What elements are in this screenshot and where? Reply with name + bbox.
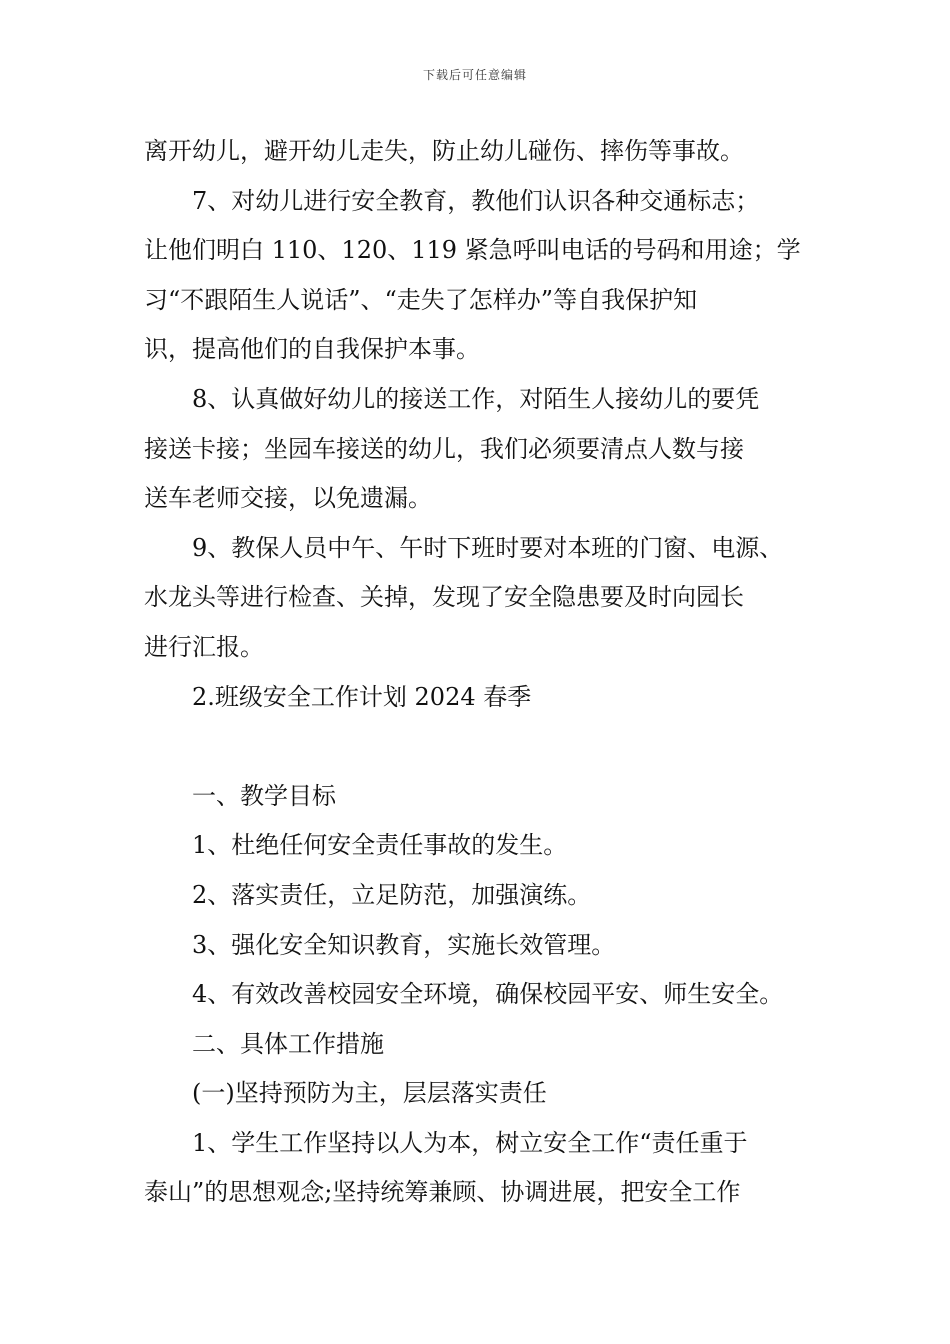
blank-line: [144, 722, 810, 772]
text-line: 让他们明白 110、120、119 紧急呼叫电话的号码和用途；学: [144, 236, 801, 265]
text-line: 习“不跟陌生人说话”、“走失了怎样办”等自我保护知: [144, 285, 698, 314]
text-line: 识，提高他们的自我保护本事。: [144, 335, 480, 364]
text-line: 3、强化安全知识教育，实施长效管理。: [192, 930, 616, 959]
text-line: 接送卡接；坐园车接送的幼儿，我们必须要清点人数与接: [144, 434, 744, 463]
text-line: 送车老师交接，以免遗漏。: [144, 484, 432, 513]
text-line: 4、有效改善校园安全环境，确保校园平安、师生安全。: [192, 980, 784, 1009]
text-line: 水龙头等进行检查、关掉，发现了安全隐患要及时向园长: [144, 583, 744, 612]
text-line: 离开幼儿，避开幼儿走失，防止幼儿碰伤、摔伤等事故。: [144, 137, 744, 165]
text-line: 1、杜绝任何安全责任事故的发生。: [192, 831, 568, 860]
text-line: 1、学生工作坚持以人为本，树立安全工作“责任重于: [192, 1128, 748, 1157]
text-line: 泰山”的思想观念;坚持统筹兼顾、协调进展，把安全工作: [144, 1178, 741, 1207]
text-line: 进行汇报。: [144, 632, 264, 661]
page-header: 下载后可任意编辑: [422, 68, 527, 82]
text-line: 7、对幼儿进行安全教育，教他们认识各种交通标志；: [192, 186, 760, 215]
text-line: 2、落实责任，立足防范，加强演练。: [192, 880, 592, 909]
heading: 一、教学目标: [192, 781, 336, 810]
text-line: 8、认真做好幼儿的接送工作，对陌生人接幼儿的要凭: [192, 384, 760, 413]
subheading: (一)坚持预防为主，层层落实责任: [192, 1079, 547, 1108]
text-line: 9、教保人员中午、午时下班时要对本班的门窗、电源、: [192, 533, 784, 562]
section-title: 2.班级安全工作计划 2024 春季: [192, 682, 532, 711]
document-body: [144, 127, 810, 1218]
heading: 二、具体工作措施: [192, 1029, 384, 1058]
